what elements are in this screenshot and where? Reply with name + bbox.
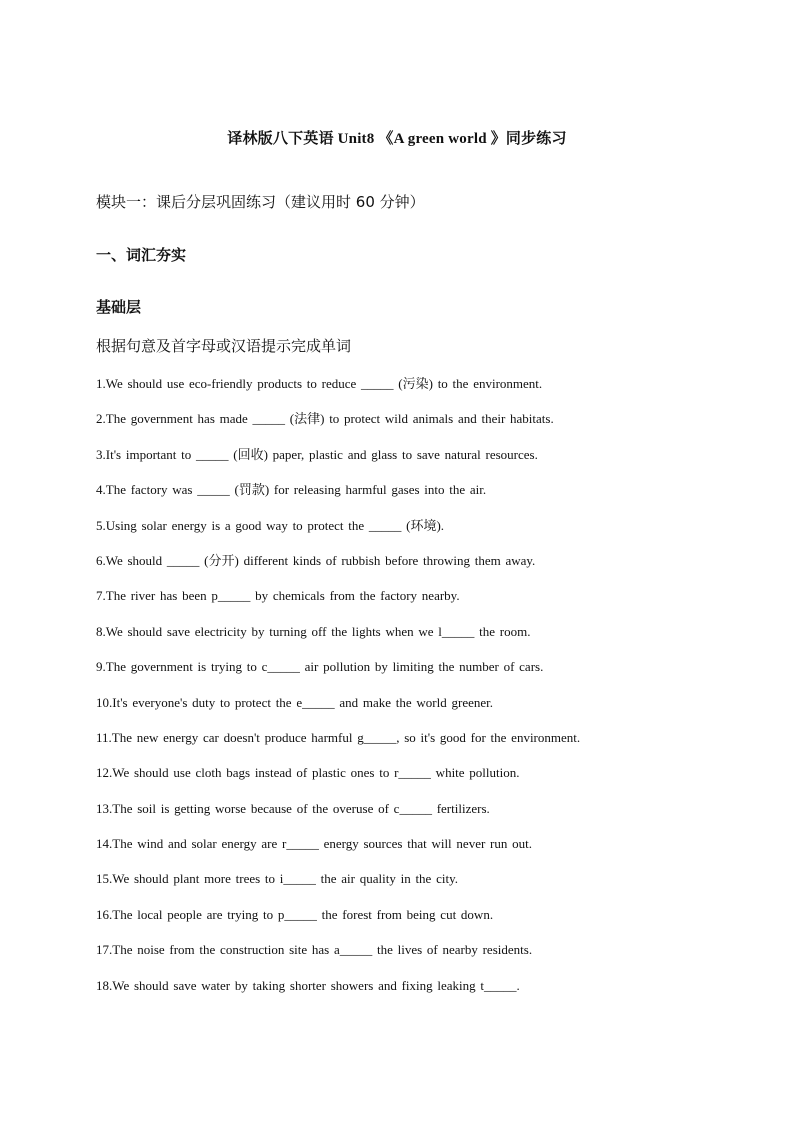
page-title: 译林版八下英语 Unit8 《A green world 》同步练习: [227, 131, 567, 147]
level-heading: 基础层: [96, 298, 142, 316]
question-list: [96, 373, 716, 1010]
question-item: 1.We should use eco-friendly products to reduce _____ (污染) to the environment.: [96, 376, 543, 391]
question-item: 4.The factory was _____ (罚款) for releasing harmful gases into the air.: [96, 482, 487, 498]
question-item: 3.It's important to _____ (回收) paper, plastic and glass to save natural resources.: [96, 446, 538, 462]
question-item: 16.The local people are trying to p_____ the forest from being cut down.: [96, 906, 494, 922]
question-item: 17.The noise from the construction site has a_____ the lives of nearby residents.: [96, 942, 533, 958]
question-item: 10.It's everyone's duty to protect the e_____ and make the world greener.: [96, 694, 493, 710]
module-heading: 模块一：课后分层巩固练习（建议用时 60 分钟）: [96, 193, 425, 211]
question-item: 2.The government has made _____ (法律) to protect wild animals and their habitats.: [96, 411, 554, 427]
question-item: 14.The wind and solar energy are r_____ energy sources that will never run out.: [96, 836, 532, 852]
question-item: 11.The new energy car doesn't produce harmful g_____, so it's good for the environment.: [96, 729, 581, 745]
question-item: 15.We should plant more trees to i_____ the air quality in the city.: [96, 871, 458, 887]
instruction-text: 根据句意及首字母或汉语提示完成单词: [96, 337, 352, 355]
question-item: 12.We should use cloth bags instead of plastic ones to r_____ white pollution.: [96, 765, 520, 781]
section-heading: 一、词汇夯实: [96, 246, 187, 264]
question-item: 18.We should save water by taking shorter showers and fixing leaking t_____.: [96, 977, 520, 993]
question-item: 13.The soil is getting worse because of the overuse of c_____ fertilizers.: [96, 800, 490, 816]
question-item: 5.Using solar energy is a good way to protect the _____ (环境).: [96, 517, 445, 533]
question-item: 7.The river has been p_____ by chemicals from the factory nearby.: [96, 588, 460, 604]
question-item: 6.We should _____ (分开) different kinds of rubbish before throwing them away.: [96, 552, 536, 568]
question-item: 9.The government is trying to c_____ air pollution by limiting the number of cars.: [96, 659, 544, 675]
question-item: 8.We should save electricity by turning off the lights when we l_____ the room.: [96, 623, 531, 639]
